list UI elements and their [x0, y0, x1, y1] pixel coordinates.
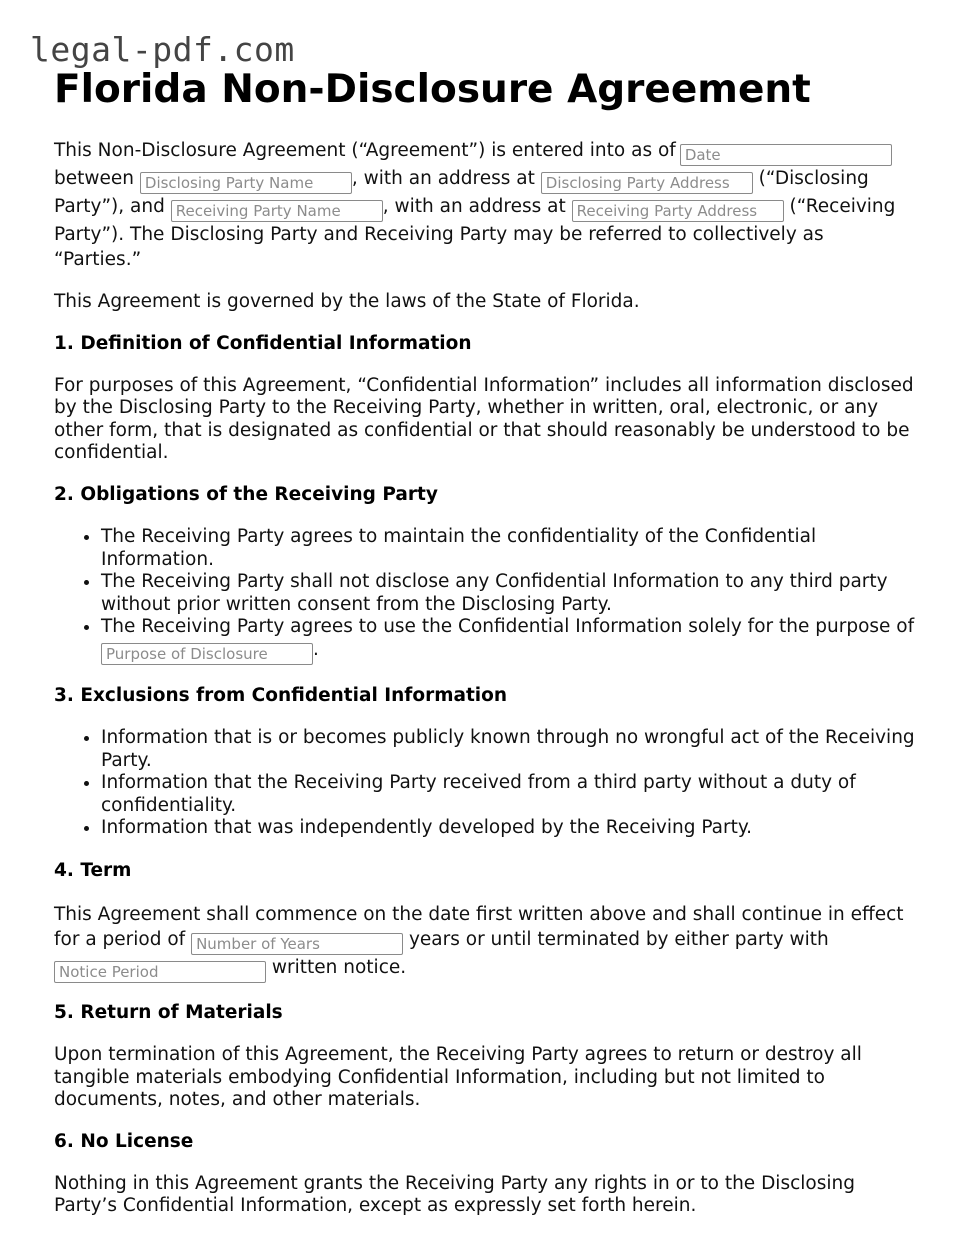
list-item: • The Receiving Party shall not disclose any Confidential Information to any third party without prior written consent from the Disclosing Party. — [101, 571, 916, 616]
list-item — [101, 616, 916, 665]
agreement-document — [54, 66, 916, 1237]
intro-text-6: (“Receiving Party”). The Disclosing Party and Receiving Party may be referred to collectively as “Parties.” — [54, 196, 896, 270]
governing-law-paragraph: This Agreement is governed by the laws of the State of Florida. — [54, 291, 640, 312]
intro-text-4: (“Disclosing Party”), and — [54, 168, 869, 217]
section-2-heading: 2. Obligations of the Receiving Party — [54, 483, 438, 505]
section-6-heading: 6. No License — [54, 1130, 194, 1152]
disclosing-party-name-field[interactable] — [140, 172, 352, 194]
date-field[interactable] — [680, 144, 892, 166]
page-title: Florida Non-Disclosure Agreement — [54, 67, 811, 112]
section-6-body: Nothing in this Agreement grants the Receiving Party any rights in or to the Disclosing Party’s Confidential Information, except as expressly set forth herein. — [54, 1172, 855, 1217]
intro-text-1: This Non-Disclosure Agreement (“Agreement”) is entered into as of — [54, 140, 676, 161]
list-item: • The Receiving Party agrees to maintain the confidentiality of the Confidential Information. — [101, 526, 916, 571]
purpose-of-disclosure-field[interactable] — [101, 643, 313, 665]
receiving-party-name-field[interactable] — [171, 200, 383, 222]
intro-paragraph — [54, 138, 916, 272]
purpose-end-punctuation: . — [313, 638, 319, 660]
section-3-heading: 3. Exclusions from Confidential Information — [54, 684, 508, 706]
purpose-text: The Receiving Party agrees to use the Confidential Information solely for the purpose of — [101, 616, 915, 638]
intro-text-5: , with an address at — [382, 196, 566, 217]
term-text-1: This Agreement shall commence on the date first written above and shall continue in effect for a period of — [54, 903, 904, 950]
section-4-heading: 4. Term — [54, 859, 132, 881]
section-1-heading: 1. Definition of Confidential Information — [54, 332, 472, 354]
list-item: • Information that was independently developed by the Receiving Party. — [101, 817, 916, 840]
obligations-list — [54, 526, 916, 665]
term-text-3: written notice. — [266, 956, 407, 978]
intro-text-2: between — [54, 168, 134, 189]
number-of-years-field[interactable] — [191, 933, 403, 955]
receiving-party-address-field[interactable] — [572, 200, 784, 222]
disclosing-party-address-field[interactable] — [541, 172, 753, 194]
term-text-2: years or until terminated by either party with — [403, 928, 829, 950]
section-4-body — [54, 902, 916, 983]
list-item: • Information that is or becomes publicly known through no wrongful act of the Receiving Party. — [101, 727, 916, 772]
section-5-body: Upon termination of this Agreement, the Receiving Party agrees to return or destroy all tangible materials embodying Confidential Information, including but not limited to documents, notes, and other materials. — [54, 1043, 862, 1111]
notice-period-field[interactable] — [54, 961, 266, 983]
section-5-heading: 5. Return of Materials — [54, 1001, 283, 1023]
list-item: • Information that the Receiving Party received from a third party without a duty of confidentiality. — [101, 772, 916, 817]
section-1-body: For purposes of this Agreement, “Confidential Information” includes all information disclosed by the Disclosing Party to the Receiving Party, whether in written, oral, electronic, or any other form, that is designated as confidential or that should reasonably be understood to be confidential. — [54, 374, 914, 464]
exclusions-list — [54, 727, 916, 840]
site-watermark: legal-pdf.com — [30, 30, 295, 69]
intro-text-3: , with an address at — [351, 168, 535, 189]
